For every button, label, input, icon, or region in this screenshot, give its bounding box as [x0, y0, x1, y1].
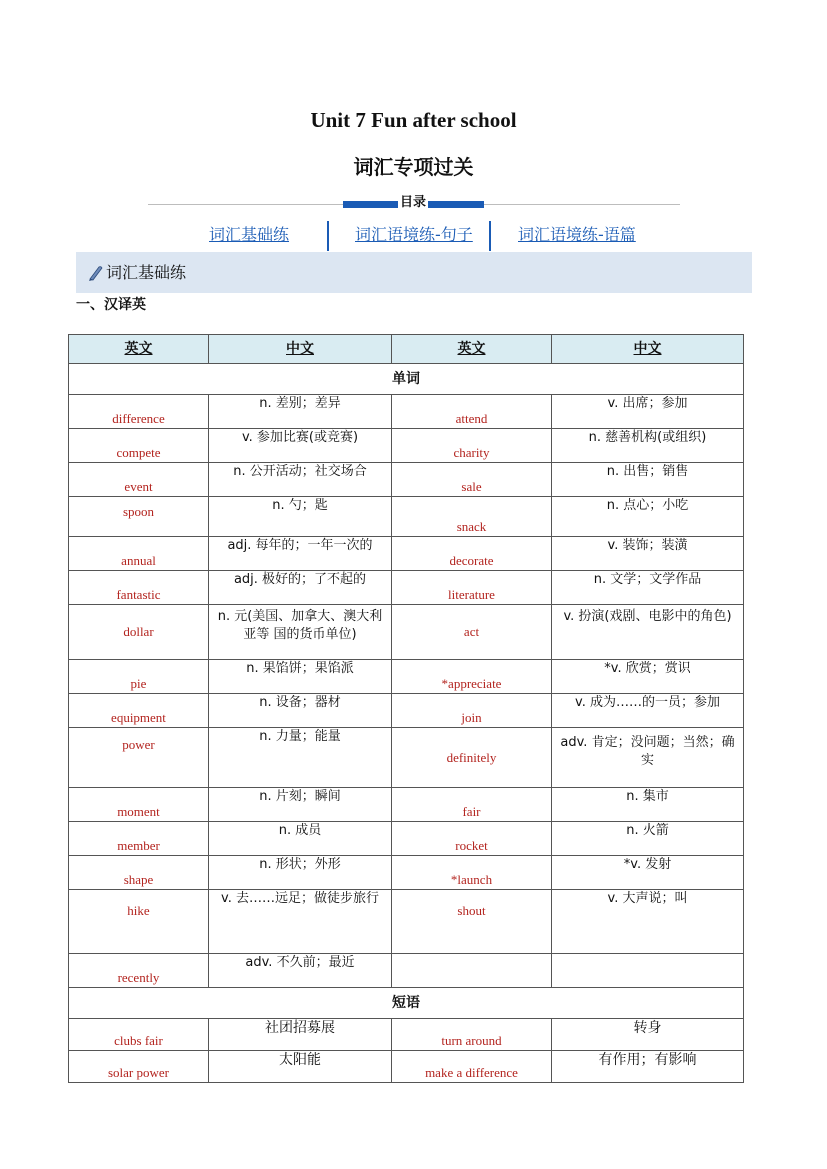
english-word: power: [69, 728, 209, 788]
chinese-meaning: [552, 954, 744, 988]
chinese-meaning: n. 点心；小吃: [552, 497, 744, 537]
group-label: 单词: [69, 364, 744, 395]
chinese-meaning: n. 成员: [209, 822, 392, 856]
chinese-meaning: n. 力量；能量: [209, 728, 392, 788]
chinese-meaning: v. 扮演(戏剧、电影中的角色): [552, 605, 744, 660]
chinese-meaning: n. 勺；匙: [209, 497, 392, 537]
english-word: literature: [392, 571, 552, 605]
table-row: [69, 395, 744, 429]
chinese-meaning: n. 果馅饼；果馅派: [209, 660, 392, 694]
english-word: definitely: [392, 728, 552, 788]
toc-separator: [489, 221, 491, 251]
english-phrase: make a difference: [392, 1051, 552, 1083]
english-phrase: solar power: [69, 1051, 209, 1083]
chinese-meaning: 社团招募展: [209, 1019, 392, 1051]
chinese-meaning: v. 大声说；叫: [552, 890, 744, 954]
english-word: join: [392, 694, 552, 728]
chinese-meaning: v. 成为……的一员；参加: [552, 694, 744, 728]
english-word: rocket: [392, 822, 552, 856]
english-word: shape: [69, 856, 209, 890]
chinese-meaning: n. 火箭: [552, 822, 744, 856]
table-row: [69, 429, 744, 463]
header-chinese: 中文: [209, 335, 392, 364]
english-word: shout: [392, 890, 552, 954]
toc-link-basic[interactable]: 词汇基础练: [209, 225, 290, 244]
chinese-meaning: n. 文学；文学作品: [552, 571, 744, 605]
table-row: [69, 856, 744, 890]
chinese-meaning: 有作用；有影响: [552, 1051, 744, 1083]
english-word: *launch: [392, 856, 552, 890]
chinese-meaning: n. 形状；外形: [209, 856, 392, 890]
english-word: hike: [69, 890, 209, 954]
toc-bar-left: [343, 201, 399, 208]
group-row-words: [69, 364, 744, 395]
english-word: sale: [392, 463, 552, 497]
toc-links: [0, 221, 827, 251]
english-word: charity: [392, 429, 552, 463]
english-word: annual: [69, 537, 209, 571]
english-phrase: turn around: [392, 1019, 552, 1051]
chinese-meaning: n. 公开活动；社交场合: [209, 463, 392, 497]
table-row: [69, 954, 744, 988]
chinese-meaning: 太阳能: [209, 1051, 392, 1083]
chinese-meaning: v. 出席；参加: [552, 395, 744, 429]
header-english: 英文: [392, 335, 552, 364]
english-phrase: clubs fair: [69, 1019, 209, 1051]
vocabulary-table: [68, 334, 744, 1083]
english-word: member: [69, 822, 209, 856]
english-word: equipment: [69, 694, 209, 728]
header-english: 英文: [69, 335, 209, 364]
chinese-meaning: n. 集市: [552, 788, 744, 822]
english-word: act: [392, 605, 552, 660]
document-subtitle: 词汇专项过关: [353, 155, 474, 179]
section-header: [76, 252, 752, 293]
chinese-meaning: *v. 欣赏；赏识: [552, 660, 744, 694]
table-row: [69, 497, 744, 537]
table-row: [69, 1019, 744, 1051]
chinese-meaning: v. 参加比赛(或竞赛): [209, 429, 392, 463]
english-word: *appreciate: [392, 660, 552, 694]
chinese-meaning: 转身: [552, 1019, 744, 1051]
table-row: [69, 660, 744, 694]
toc-bar-right: [427, 201, 484, 208]
table-row: [69, 537, 744, 571]
group-label: 短语: [69, 988, 744, 1019]
table-row: [69, 605, 744, 660]
subsection-title: 一、汉译英: [76, 297, 146, 313]
chinese-meaning: adj. 极好的；了不起的: [209, 571, 392, 605]
english-word: spoon: [69, 497, 209, 537]
english-word: fantastic: [69, 571, 209, 605]
group-row-phrases: [69, 988, 744, 1019]
table-row: [69, 1051, 744, 1083]
english-word: compete: [69, 429, 209, 463]
chinese-meaning: v. 去……远足；做徒步旅行: [209, 890, 392, 954]
chinese-meaning: adv. 肯定；没问题；当然；确实: [552, 728, 744, 788]
toc-link-passage[interactable]: 词汇语境练-语篇: [518, 225, 636, 244]
chinese-meaning: n. 设备；器材: [209, 694, 392, 728]
chinese-meaning: n. 元(美国、加拿大、澳大利亚等 国的货币单位): [209, 605, 392, 660]
chinese-meaning: n. 片刻；瞬间: [209, 788, 392, 822]
english-word: decorate: [392, 537, 552, 571]
english-word: moment: [69, 788, 209, 822]
document-title: Unit 7 Fun after school: [310, 108, 517, 132]
english-word: recently: [69, 954, 209, 988]
chinese-meaning: n. 出售；销售: [552, 463, 744, 497]
english-word: dollar: [69, 605, 209, 660]
chinese-meaning: v. 装饰；装潢: [552, 537, 744, 571]
toc-separator: [327, 221, 329, 251]
table-row: [69, 788, 744, 822]
chinese-meaning: adv. 不久前；最近: [209, 954, 392, 988]
english-word: attend: [392, 395, 552, 429]
table-row: [69, 728, 744, 788]
chinese-meaning: n. 慈善机构(或组织): [552, 429, 744, 463]
header-chinese: 中文: [552, 335, 744, 364]
table-row: [69, 463, 744, 497]
english-word: pie: [69, 660, 209, 694]
table-row: [69, 694, 744, 728]
toc-label: 目录: [399, 195, 426, 210]
english-word: event: [69, 463, 209, 497]
chinese-meaning: adj. 每年的；一年一次的: [209, 537, 392, 571]
table-row: [69, 890, 744, 954]
table-header-row: [69, 335, 744, 364]
toc-link-sentence[interactable]: 词汇语境练-句子: [355, 225, 473, 244]
chinese-meaning: n. 差别；差异: [209, 395, 392, 429]
pencil-icon: [86, 264, 104, 282]
english-word: snack: [392, 497, 552, 537]
table-row: [69, 822, 744, 856]
table-row: [69, 571, 744, 605]
english-word: fair: [392, 788, 552, 822]
chinese-meaning: *v. 发射: [552, 856, 744, 890]
english-word: difference: [69, 395, 209, 429]
english-word: [392, 954, 552, 988]
section-title: 词汇基础练: [106, 263, 187, 282]
